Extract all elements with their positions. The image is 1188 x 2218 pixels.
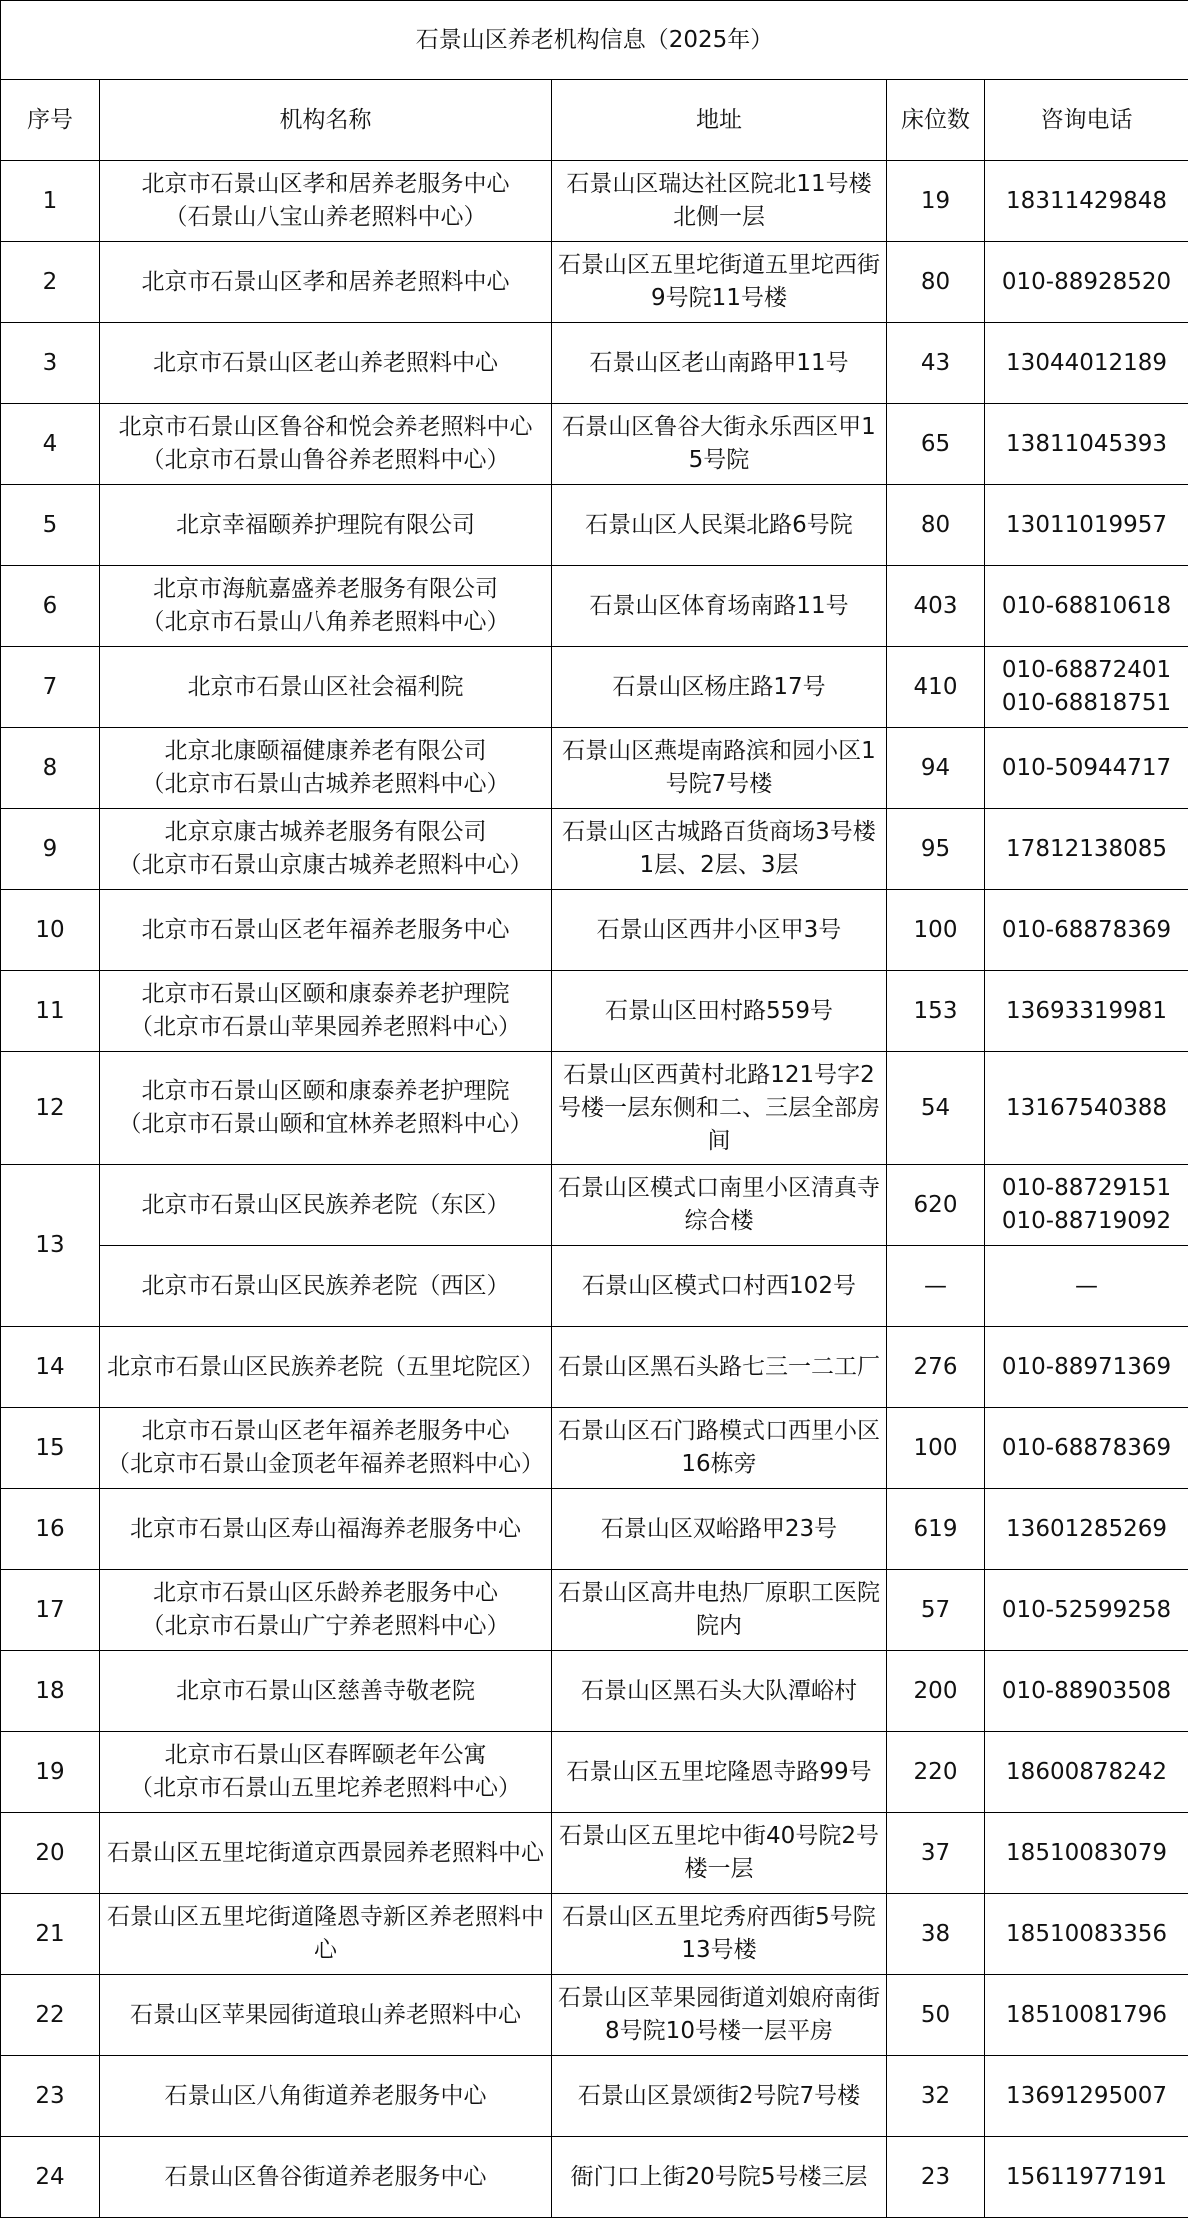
cell-name	[100, 1489, 552, 1570]
table-row	[1, 1894, 1188, 1975]
name-line: 北京幸福颐养护理院有限公司	[104, 509, 547, 542]
cell-name	[100, 1732, 552, 1813]
cell-no: 6	[1, 566, 100, 647]
cell-phone	[985, 1894, 1188, 1975]
name-text	[104, 735, 547, 801]
cell-beds: 50	[887, 1975, 985, 2056]
cell-name	[100, 809, 552, 890]
cell-phone	[985, 323, 1188, 404]
cell-name	[100, 728, 552, 809]
phone-number: 010-68810618	[989, 590, 1184, 623]
phone-number: —	[989, 1270, 1184, 1303]
table-row	[1, 404, 1188, 485]
name-text	[104, 1999, 547, 2032]
cell-no: 19	[1, 1732, 100, 1813]
name-text	[104, 671, 547, 704]
cell-beds: 100	[887, 1408, 985, 1489]
phone-number: 17812138085	[989, 833, 1184, 866]
cell-no: 12	[1, 1052, 100, 1165]
phone-number: 010-88971369	[989, 1351, 1184, 1384]
name-text	[104, 168, 547, 234]
cell-phone	[985, 485, 1188, 566]
cell-address: 石景山区黑石头路七三一二工厂	[552, 1327, 887, 1408]
phone-number: 13811045393	[989, 428, 1184, 461]
name-line: 北京市石景山区老山养老照料中心	[104, 347, 547, 380]
name-line: 北京市石景山区寿山福海养老服务中心	[104, 1513, 547, 1546]
phone-number: 010-88903508	[989, 1675, 1184, 1708]
cell-address: 石景山区瑞达社区院北11号楼北侧一层	[552, 161, 887, 242]
cell-no: 13	[1, 1165, 100, 1327]
name-text	[104, 816, 547, 882]
phone-number: 18311429848	[989, 185, 1184, 218]
cell-no: 3	[1, 323, 100, 404]
cell-beds: 65	[887, 404, 985, 485]
cell-beds: 80	[887, 485, 985, 566]
header-beds: 床位数	[887, 80, 985, 161]
cell-no: 20	[1, 1813, 100, 1894]
cell-address: 石景山区双峪路甲23号	[552, 1489, 887, 1570]
phone-number: 18510083079	[989, 1837, 1184, 1870]
phone-number: 13691295007	[989, 2080, 1184, 2113]
phone-number: 15611977191	[989, 2161, 1184, 2194]
table-row	[1, 647, 1188, 728]
cell-no: 9	[1, 809, 100, 890]
table-row	[1, 1570, 1188, 1651]
name-line: 石景山区五里坨街道京西景园养老照料中心	[104, 1837, 547, 1870]
cell-name	[100, 485, 552, 566]
name-line: 北京京康古城养老服务有限公司	[104, 816, 547, 849]
cell-phone	[985, 1651, 1188, 1732]
table-row	[1, 1052, 1188, 1165]
cell-phone	[985, 1246, 1188, 1327]
name-line: 石景山区八角街道养老服务中心	[104, 2080, 547, 2113]
phone-number: 13011019957	[989, 509, 1184, 542]
name-text	[104, 1075, 547, 1141]
table-row	[1, 1246, 1188, 1327]
name-text	[104, 978, 547, 1044]
phone-number: 010-68872401	[989, 654, 1184, 687]
cell-no: 1	[1, 161, 100, 242]
cell-name	[100, 1246, 552, 1327]
cell-phone	[985, 404, 1188, 485]
table-row	[1, 161, 1188, 242]
phone-number: 18510083356	[989, 1918, 1184, 1951]
cell-no: 2	[1, 242, 100, 323]
cell-name	[100, 1894, 552, 1975]
table-row	[1, 1327, 1188, 1408]
cell-phone	[985, 1165, 1188, 1246]
cell-address: 石景山区西井小区甲3号	[552, 890, 887, 971]
cell-beds: 94	[887, 728, 985, 809]
name-alias-line: （北京市石景山广宁养老照料中心）	[104, 1610, 547, 1643]
cell-name	[100, 1570, 552, 1651]
name-line: 北京市石景山区孝和居养老照料中心	[104, 266, 547, 299]
phone-number: 18600878242	[989, 1756, 1184, 1789]
cell-address: 石景山区人民渠北路6号院	[552, 485, 887, 566]
cell-phone	[985, 1732, 1188, 1813]
name-text	[104, 914, 547, 947]
phone-number: 13167540388	[989, 1092, 1184, 1125]
cell-beds: 80	[887, 242, 985, 323]
cell-name	[100, 890, 552, 971]
cell-no: 4	[1, 404, 100, 485]
cell-beds: 403	[887, 566, 985, 647]
header-no: 序号	[1, 80, 100, 161]
name-alias-line: （北京市石景山金顶老年福养老照料中心）	[104, 1448, 547, 1481]
name-line: 北京市石景山区老年福养老服务中心	[104, 914, 547, 947]
name-line: 北京市石景山区民族养老院（五里坨院区）	[104, 1351, 547, 1384]
phone-number: 010-88928520	[989, 266, 1184, 299]
cell-no: 18	[1, 1651, 100, 1732]
phone-number: 010-88729151	[989, 1172, 1184, 1205]
cell-beds: 619	[887, 1489, 985, 1570]
cell-phone	[985, 1327, 1188, 1408]
name-text	[104, 1513, 547, 1546]
name-line: 北京市石景山区鲁谷和悦会养老照料中心	[104, 411, 547, 444]
table-row	[1, 485, 1188, 566]
cell-no: 24	[1, 2137, 100, 2218]
table-row	[1, 1408, 1188, 1489]
name-text	[104, 1675, 547, 1708]
name-text	[104, 1351, 547, 1384]
cell-name	[100, 1165, 552, 1246]
phone-number: 13601285269	[989, 1513, 1184, 1546]
cell-beds: 100	[887, 890, 985, 971]
cell-phone	[985, 809, 1188, 890]
name-line: 石景山区五里坨街道隆恩寺新区养老照料中心	[104, 1901, 547, 1967]
phone-number: 13693319981	[989, 995, 1184, 1028]
cell-name	[100, 1052, 552, 1165]
cell-beds: 38	[887, 1894, 985, 1975]
cell-no: 23	[1, 2056, 100, 2137]
cell-address: 石景山区景颂街2号院7号楼	[552, 2056, 887, 2137]
cell-address: 石景山区古城路百货商场3号楼1层、2层、3层	[552, 809, 887, 890]
table-row	[1, 1165, 1188, 1246]
phone-number: 010-68878369	[989, 914, 1184, 947]
cell-phone	[985, 566, 1188, 647]
cell-phone	[985, 1408, 1188, 1489]
table-row	[1, 242, 1188, 323]
cell-phone	[985, 1052, 1188, 1165]
name-line: 北京市石景山区乐龄养老服务中心	[104, 1577, 547, 1610]
cell-beds: 95	[887, 809, 985, 890]
cell-beds: 276	[887, 1327, 985, 1408]
name-line: 北京市石景山区民族养老院（西区）	[104, 1270, 547, 1303]
cell-name	[100, 971, 552, 1052]
cell-name	[100, 161, 552, 242]
cell-phone	[985, 728, 1188, 809]
cell-address: 石景山区模式口村西102号	[552, 1246, 887, 1327]
table-row	[1, 1489, 1188, 1570]
phone-number: 18510081796	[989, 1999, 1184, 2032]
phone-number: 010-68878369	[989, 1432, 1184, 1465]
cell-address: 石景山区苹果园街道刘娘府南街8号院10号楼一层平房	[552, 1975, 887, 2056]
phone-number: 010-68818751	[989, 687, 1184, 720]
cell-no: 5	[1, 485, 100, 566]
name-text	[104, 2161, 547, 2194]
cell-name	[100, 242, 552, 323]
cell-phone	[985, 647, 1188, 728]
cell-phone	[985, 1489, 1188, 1570]
cell-phone	[985, 971, 1188, 1052]
cell-phone	[985, 1570, 1188, 1651]
table-body	[1, 161, 1188, 2218]
header-address: 地址	[552, 80, 887, 161]
name-text	[104, 1270, 547, 1303]
cell-address: 石景山区五里坨中街40号院2号楼一层	[552, 1813, 887, 1894]
cell-no: 16	[1, 1489, 100, 1570]
cell-address: 石景山区鲁谷大街永乐西区甲15号院	[552, 404, 887, 485]
name-text	[104, 1739, 547, 1805]
table-row	[1, 566, 1188, 647]
name-line: 石景山区苹果园街道琅山养老照料中心	[104, 1999, 547, 2032]
cell-beds: 37	[887, 1813, 985, 1894]
cell-address: 石景山区五里坨秀府西街5号院13号楼	[552, 1894, 887, 1975]
cell-beds: 620	[887, 1165, 985, 1246]
cell-beds: 54	[887, 1052, 985, 1165]
name-line: 北京市石景山区民族养老院（东区）	[104, 1189, 547, 1222]
cell-address: 石景山区西黄村北路121号字2号楼一层东侧和二、三层全部房间	[552, 1052, 887, 1165]
cell-address: 衙门口上街20号院5号楼三层	[552, 2137, 887, 2218]
name-line: 北京市海航嘉盛养老服务有限公司	[104, 573, 547, 606]
table-title: 石景山区养老机构信息（2025年）	[1, 1, 1188, 80]
name-line: 北京市石景山区颐和康泰养老护理院	[104, 978, 547, 1011]
cell-name	[100, 2137, 552, 2218]
name-line: 北京市石景山区春晖颐老年公寓	[104, 1739, 547, 1772]
name-alias-line: （石景山八宝山养老照料中心）	[104, 201, 547, 234]
header-phone: 咨询电话	[985, 80, 1188, 161]
cell-no: 11	[1, 971, 100, 1052]
phone-number: 010-52599258	[989, 1594, 1184, 1627]
cell-address: 石景山区燕堤南路滨和园小区1号院7号楼	[552, 728, 887, 809]
cell-beds: 200	[887, 1651, 985, 1732]
cell-beds: —	[887, 1246, 985, 1327]
name-line: 石景山区鲁谷街道养老服务中心	[104, 2161, 547, 2194]
name-alias-line: （北京市石景山京康古城养老照料中心）	[104, 849, 547, 882]
cell-address: 石景山区五里坨隆恩寺路99号	[552, 1732, 887, 1813]
cell-phone	[985, 242, 1188, 323]
name-text	[104, 1415, 547, 1481]
cell-phone	[985, 2056, 1188, 2137]
table-row	[1, 1651, 1188, 1732]
phone-number: 010-50944717	[989, 752, 1184, 785]
cell-address: 石景山区模式口南里小区清真寺综合楼	[552, 1165, 887, 1246]
cell-address: 石景山区五里坨街道五里坨西街9号院11号楼	[552, 242, 887, 323]
cell-address: 石景山区田村路559号	[552, 971, 887, 1052]
cell-no: 7	[1, 647, 100, 728]
table-row	[1, 2056, 1188, 2137]
table-row	[1, 1813, 1188, 1894]
name-alias-line: （北京市石景山五里坨养老照料中心）	[104, 1772, 547, 1805]
cell-beds: 220	[887, 1732, 985, 1813]
cell-address: 石景山区黑石头大队潭峪村	[552, 1651, 887, 1732]
cell-name	[100, 2056, 552, 2137]
table-row	[1, 809, 1188, 890]
cell-no: 17	[1, 1570, 100, 1651]
cell-phone	[985, 161, 1188, 242]
table-row	[1, 971, 1188, 1052]
cell-address: 石景山区老山南路甲11号	[552, 323, 887, 404]
table-row	[1, 323, 1188, 404]
table-row	[1, 1975, 1188, 2056]
cell-beds: 43	[887, 323, 985, 404]
name-text	[104, 1577, 547, 1643]
cell-phone	[985, 1813, 1188, 1894]
name-alias-line: （北京市石景山颐和宜林养老照料中心）	[104, 1108, 547, 1141]
cell-no: 10	[1, 890, 100, 971]
cell-name	[100, 1327, 552, 1408]
name-text	[104, 347, 547, 380]
phone-number: 010-88719092	[989, 1205, 1184, 1238]
cell-no: 21	[1, 1894, 100, 1975]
cell-no: 22	[1, 1975, 100, 2056]
table-row	[1, 1732, 1188, 1813]
cell-no: 8	[1, 728, 100, 809]
name-text	[104, 573, 547, 639]
name-text	[104, 1901, 547, 1967]
name-text	[104, 1189, 547, 1222]
cell-name	[100, 1813, 552, 1894]
name-line: 北京市石景山区社会福利院	[104, 671, 547, 704]
cell-phone	[985, 2137, 1188, 2218]
phone-number: 13044012189	[989, 347, 1184, 380]
cell-no: 15	[1, 1408, 100, 1489]
cell-address: 石景山区杨庄路17号	[552, 647, 887, 728]
cell-name	[100, 1651, 552, 1732]
table-row	[1, 728, 1188, 809]
name-line: 北京北康颐福健康养老有限公司	[104, 735, 547, 768]
cell-beds: 410	[887, 647, 985, 728]
name-text	[104, 1837, 547, 1870]
name-text	[104, 266, 547, 299]
cell-name	[100, 647, 552, 728]
cell-phone	[985, 890, 1188, 971]
cell-name	[100, 404, 552, 485]
name-text	[104, 2080, 547, 2113]
table-row	[1, 890, 1188, 971]
cell-beds: 23	[887, 2137, 985, 2218]
name-line: 北京市石景山区颐和康泰养老护理院	[104, 1075, 547, 1108]
cell-beds: 57	[887, 1570, 985, 1651]
cell-beds: 19	[887, 161, 985, 242]
table-row	[1, 2137, 1188, 2218]
cell-beds: 153	[887, 971, 985, 1052]
name-alias-line: （北京市石景山八角养老照料中心）	[104, 606, 547, 639]
name-alias-line: （北京市石景山苹果园养老照料中心）	[104, 1011, 547, 1044]
name-text	[104, 411, 547, 477]
cell-beds: 32	[887, 2056, 985, 2137]
name-alias-line: （北京市石景山古城养老照料中心）	[104, 768, 547, 801]
cell-name	[100, 1975, 552, 2056]
cell-phone	[985, 1975, 1188, 2056]
name-line: 北京市石景山区慈善寺敬老院	[104, 1675, 547, 1708]
cell-address: 石景山区石门路模式口西里小区16栋旁	[552, 1408, 887, 1489]
cell-address: 石景山区体育场南路11号	[552, 566, 887, 647]
cell-address: 石景山区高井电热厂原职工医院院内	[552, 1570, 887, 1651]
name-line: 北京市石景山区孝和居养老服务中心	[104, 168, 547, 201]
header-row	[1, 80, 1188, 161]
cell-name	[100, 323, 552, 404]
header-name: 机构名称	[100, 80, 552, 161]
cell-name	[100, 1408, 552, 1489]
name-line: 北京市石景山区老年福养老服务中心	[104, 1415, 547, 1448]
cell-name	[100, 566, 552, 647]
name-text	[104, 509, 547, 542]
cell-no: 14	[1, 1327, 100, 1408]
name-alias-line: （北京市石景山鲁谷养老照料中心）	[104, 444, 547, 477]
